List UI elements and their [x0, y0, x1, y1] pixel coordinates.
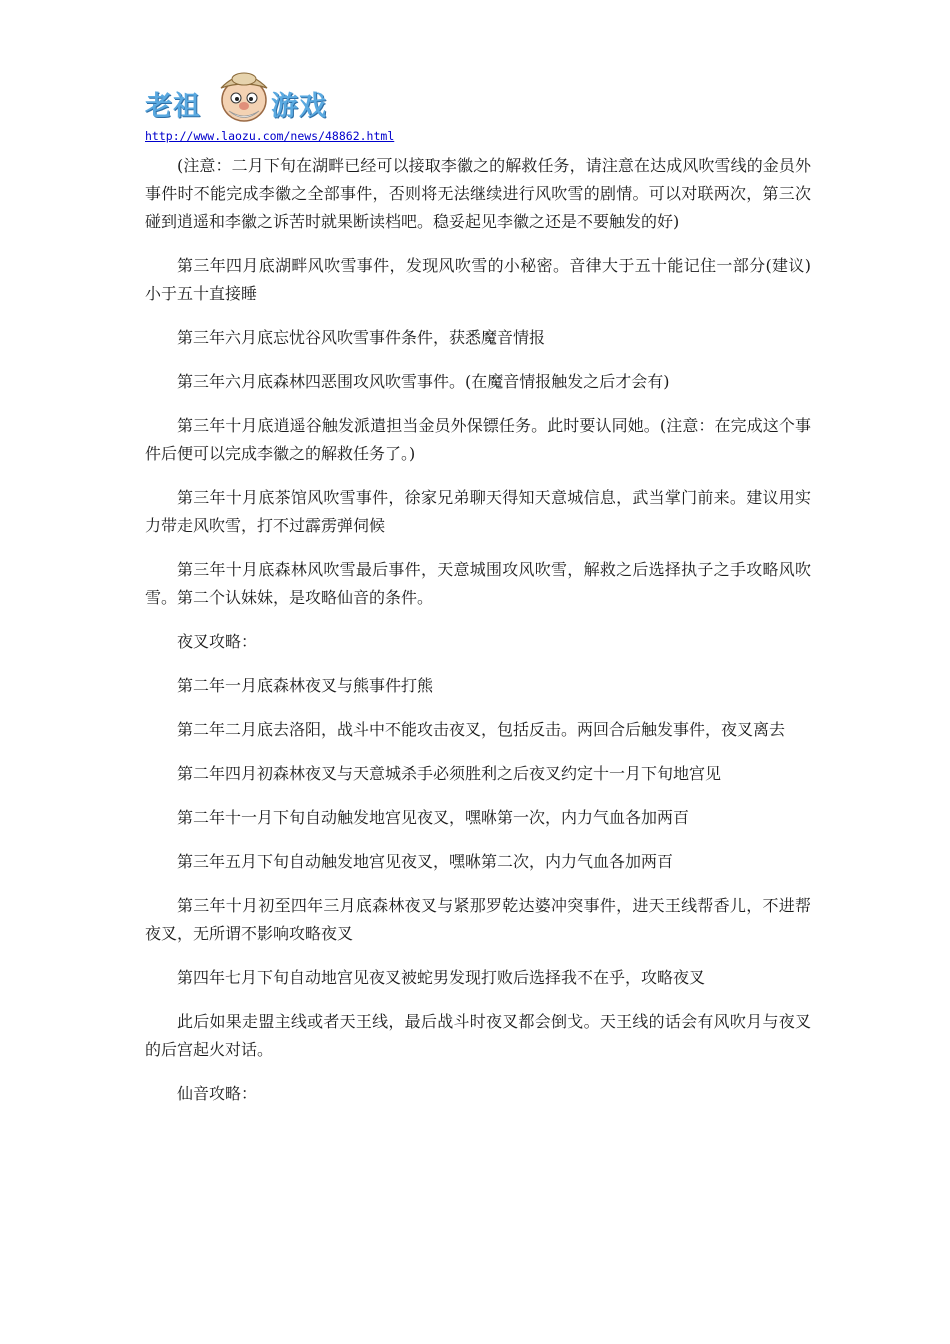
paragraph: 第三年十月底森林风吹雪最后事件，天意城围攻风吹雪，解救之后选择执子之手攻略风吹雪。第二个认妹妹，是攻略仙音的条件。	[145, 560, 811, 607]
paragraph: 第三年六月底森林四恶围攻风吹雪事件。(在魔音情报触发之后才会有)	[177, 372, 670, 391]
mascot-icon	[215, 66, 273, 126]
section-heading-yecha: 夜叉攻略：	[177, 632, 258, 651]
paragraph: 第四年七月下旬自动地宫见夜叉被蛇男发现打败后选择我不在乎，攻略夜叉	[177, 968, 706, 987]
paragraph: 第二年一月底森林夜叉与熊事件打熊	[177, 676, 434, 695]
logo-text-left: 老祖	[145, 91, 201, 122]
laozu-logo[interactable]	[145, 66, 345, 126]
paragraph: (注意：二月下旬在湖畔已经可以接取李徽之的解救任务，请注意在达成风吹雪线的金员外事件时不能完成李徽之全部事件，否则将无法继续进行风吹雪的剧情。可以对联两次，第三次碰到逍遥和李徽之诉苦时就果断读档吧。稳妥起见李徽之还是不要触发的好)	[145, 156, 811, 231]
paragraph: 第二年二月底去洛阳，战斗中不能攻击夜叉，包括反击。两回合后触发事件，夜叉离去	[177, 720, 786, 739]
paragraph: 第三年十月底逍遥谷触发派遣担当金员外保镖任务。此时要认同她。(注意：在完成这个事件后便可以完成李徽之的解救任务了。)	[145, 416, 811, 463]
paragraph: 第三年六月底忘忧谷风吹雪事件条件，获悉魔音情报	[177, 328, 546, 347]
paragraph: 第三年四月底湖畔风吹雪事件，发现风吹雪的小秘密。音律大于五十能记住一部分(建议)小于五十直接睡	[145, 256, 811, 303]
source-url-link[interactable]: http://www.laozu.com/news/48862.html	[145, 129, 395, 143]
paragraph: 第三年十月底茶馆风吹雪事件，徐家兄弟聊天得知天意城信息，武当掌门前来。建议用实力带走风吹雪，打不过霹雳弹伺候	[145, 488, 811, 535]
paragraph: 第三年五月下旬自动触发地宫见夜叉，嘿咻第二次，内力气血各加两百	[177, 852, 674, 871]
article-body	[145, 152, 811, 1124]
paragraph: 第二年十一月下旬自动触发地宫见夜叉，嘿咻第一次，内力气血各加两百	[177, 808, 690, 827]
paragraph: 第三年十月初至四年三月底森林夜叉与紧那罗乾达婆冲突事件，进天王线帮香儿，不进帮夜叉，无所谓不影响攻略夜叉	[145, 896, 811, 943]
paragraph: 第二年四月初森林夜叉与天意城杀手必须胜利之后夜叉约定十一月下旬地宫见	[177, 764, 722, 783]
section-heading-xianyin: 仙音攻略：	[177, 1084, 258, 1103]
paragraph: 此后如果走盟主线或者天王线，最后战斗时夜叉都会倒戈。天王线的话会有风吹月与夜叉的后宫起火对话。	[145, 1012, 811, 1059]
page-header	[145, 66, 445, 143]
logo-text-right: 游戏	[271, 91, 327, 122]
